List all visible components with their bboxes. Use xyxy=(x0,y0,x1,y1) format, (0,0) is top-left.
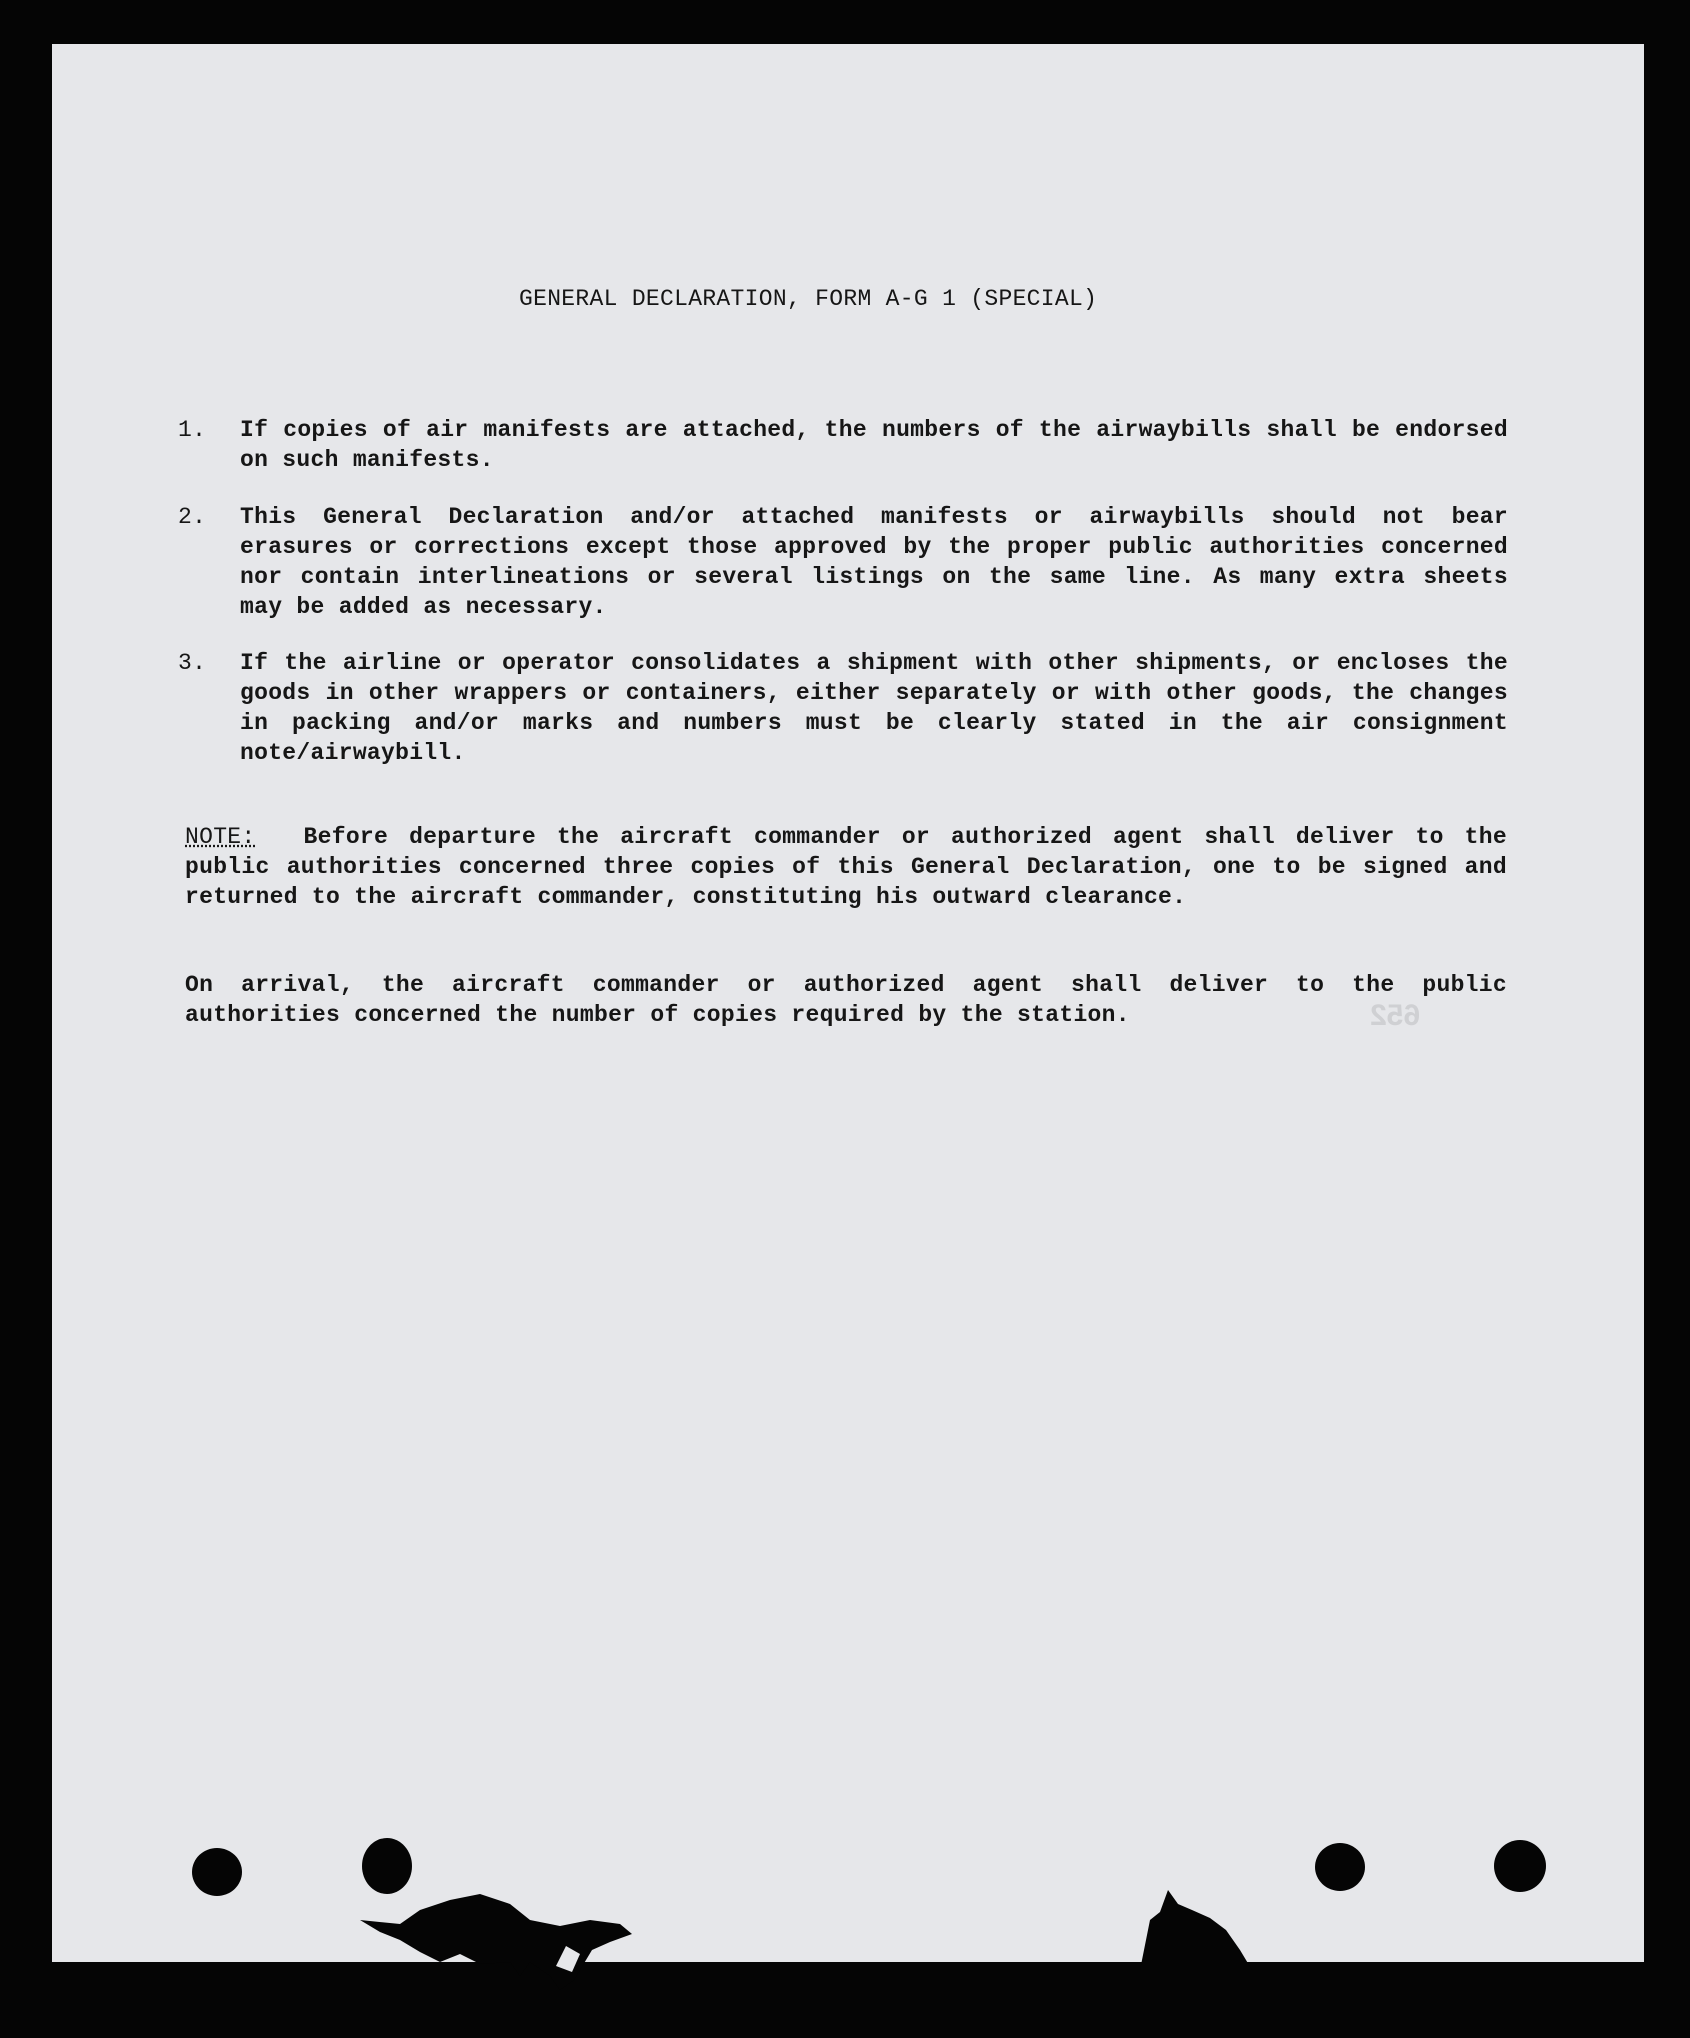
note-text: Before departure the aircraft commander or authorized agent shall deliver to the public authorities concerned three copies of this General Declaration, one to be signed and returned to the aircraft commander, constituting his outward clearance. xyxy=(185,824,1507,910)
punch-hole xyxy=(1315,1843,1365,1891)
item-number: 3. xyxy=(178,650,207,676)
item-number: 2. xyxy=(178,504,207,530)
item-text: This General Declaration and/or attached manifests or airwaybills should not bear erasures or corrections except those approved by the proper public authorities concerned nor contain interlineations or several listings on the same line. As many extra sheets may be added as necessary. xyxy=(240,504,1508,620)
bleed-through-number: 652 xyxy=(1370,999,1421,1032)
document-title: GENERAL DECLARATION, FORM A-G 1 (SPECIAL) xyxy=(519,286,1098,312)
punch-hole xyxy=(192,1848,242,1896)
list-item xyxy=(178,648,1508,768)
paper-sheet xyxy=(52,44,1644,1962)
arrival-paragraph: On arrival, the aircraft commander or authorized agent shall deliver to the public authorities concerned the number of copies required by the station. xyxy=(185,972,1507,1028)
punch-hole xyxy=(1494,1840,1546,1892)
item-text: If the airline or operator consolidates a shipment with other shipments, or encloses the goods in other wrappers or containers, either separately or with other goods, the changes in packing and/or marks and numbers must be clearly stated in the air consignment note/airwaybill. xyxy=(240,650,1508,766)
note-paragraph xyxy=(185,822,1507,912)
list-item xyxy=(178,502,1508,622)
note-label: NOTE: xyxy=(185,824,256,850)
torn-edge xyxy=(1140,1880,1260,1970)
torn-edge xyxy=(360,1880,660,2010)
item-number: 1. xyxy=(178,417,207,443)
item-text: If copies of air manifests are attached, the numbers of the airwaybills shall be endorsed on such manifests. xyxy=(240,417,1508,473)
list-item xyxy=(178,415,1508,475)
